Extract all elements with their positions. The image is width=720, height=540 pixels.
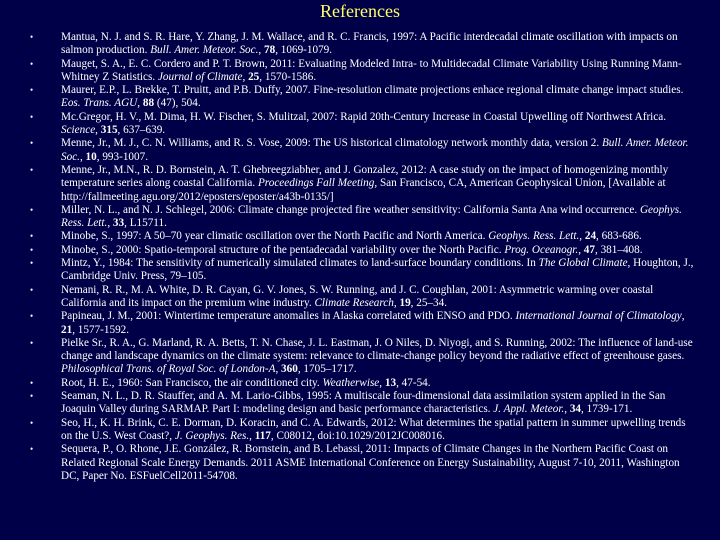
bullet-icon: • (30, 391, 34, 402)
reference-segment: Menne, Jr., M.N., R. D. Bornstein, A. T. Ghebreegziabher, and J. Gonzalez, 2012: A case study on the impact of homogenizing monthly temperature series along coastal California. (61, 163, 669, 190)
reference-text (61, 284, 653, 309)
reference-volume: 34 (569, 403, 582, 416)
reference-item (0, 257, 720, 284)
reference-segment: Root, H. E., 1960: San Francisco, the air conditioned city. (61, 376, 323, 389)
reference-segment: , (578, 243, 584, 256)
reference-segment: Mauget, S. A., E. C. Cordero and P. T. Brown, 2011: Evaluating Modeled Intra- to Multidecadal Climate Variability Using Running Mann-Whitney Z Statistics. (61, 57, 682, 83)
reference-source: Bull. Amer. Meteor. Soc. (61, 137, 689, 163)
reference-segment: Mintz, Y., 1984: The sensitivity of numerically simulated climates to land-surface boundary conditions. In (61, 257, 539, 270)
reference-text (61, 111, 666, 136)
reference-text (61, 84, 683, 109)
reference-item (0, 377, 720, 390)
reference-text (61, 58, 682, 83)
bullet-icon: • (30, 337, 34, 348)
reference-segment: , 25–34. (410, 296, 448, 309)
bullet-icon: • (30, 164, 34, 175)
reference-segment: Miller, N. L., and N. J. Schlegel, 2006: Climate change projected fire weather sensitivity: California Santa Ana wind occurrence. (61, 203, 640, 216)
reference-source: Journal of Climate (157, 70, 243, 83)
bullet-icon: • (30, 258, 34, 269)
reference-item (0, 417, 720, 444)
reference-item (0, 31, 720, 58)
reference-segment: , (275, 363, 282, 376)
reference-item (0, 230, 720, 243)
bullet-icon: • (30, 244, 34, 255)
reference-volume: 315 (100, 124, 118, 137)
reference-segment: Sequera, P., O. Rhone, J.E. González, R. Bornstein, and B. Lebassi, 2011: Impacts of Climate Changes in the Northern Pacific Coast on Related Regional Scale Energy Demands. 2011 ASME International Conference on Energy Sustainability, August 7-10, 2011, Washington DC, Paper No. ESFuelCell2011-54708. (61, 443, 680, 482)
reference-text (61, 443, 680, 482)
slide-title: References (320, 1, 400, 21)
reference-list (0, 31, 720, 483)
reference-source: Geophys. Ress. Lett. (488, 230, 580, 243)
reference-volume: 78 (264, 44, 276, 57)
reference-segment: , 1739-171. (581, 403, 633, 416)
reference-segment: , (249, 429, 255, 442)
bullet-icon: • (30, 32, 34, 42)
reference-text (61, 137, 688, 162)
reference-volume: 24 (584, 230, 597, 243)
reference-source: Science (61, 124, 96, 137)
reference-segment: Nemani, R. R., M. A. White, D. R. Cayan, G. V. Jones, S. W. Running, and J. C. Coughlan, 2001: Asymmetric warming over coastal California and its impact on the premium wine industry. (61, 283, 654, 309)
reference-item (0, 58, 720, 85)
reference-segment: , (258, 44, 265, 57)
reference-item (0, 284, 720, 311)
reference-text (61, 390, 665, 415)
reference-text (61, 257, 693, 282)
reference-text (61, 244, 643, 256)
reference-segment: , (79, 150, 86, 163)
reference-segment: , (95, 124, 101, 137)
bullet-icon: • (30, 204, 34, 215)
reference-item (0, 244, 720, 257)
reference-text (61, 310, 685, 335)
reference-text (61, 31, 678, 56)
reference-segment: Papineau, J. M., 2001: Wintertime temperature anomalies in Alaska correlated with ENSO and PDO. (61, 310, 516, 323)
reference-segment: Mantua, N. J. and S. R. Hare, Y. Zhang, J. M. Wallace, and R. C. Francis, 1997: A Pacific interdecadal climate oscillation with impacts on salmon production. (61, 31, 678, 57)
reference-segment: Seo, H., K. H. Brink, C. E. Dorman, D. Koracin, and C. A. Edwards, 2012: What determines the spatial pattern in summer upwelling trends on the U.S. West Coast?, (61, 416, 686, 442)
reference-segment: , San Francisco, CA, American Geophysical Union, [Available at http://fallmeeting.agu.org/2012/eposters/eposter/a43b-0135/] (61, 177, 666, 203)
reference-segment: , (393, 296, 400, 309)
reference-source: Weatherwise (322, 376, 380, 389)
reference-item (0, 443, 720, 483)
bullet-icon: • (30, 111, 34, 122)
reference-text (61, 337, 693, 376)
bullet-icon: • (30, 85, 34, 96)
reference-segment: Minobe, S., 2000: Spatio-temporal structure of the pentadecadal variability over the North Pacific. (61, 243, 505, 256)
bullet-icon: • (30, 311, 34, 322)
reference-text (61, 377, 431, 389)
reference-item (0, 111, 720, 138)
reference-item (0, 390, 720, 417)
reference-volume: 88 (142, 97, 155, 110)
reference-text (61, 230, 642, 242)
reference-segment: , 1705–1717. (297, 363, 357, 376)
reference-segment: , 637–639. (117, 124, 166, 137)
reference-segment: , 47-54. (396, 376, 431, 389)
reference-source: J. Appl. Meteor. (493, 403, 565, 416)
bullet-icon: • (30, 58, 34, 69)
reference-segment: , (564, 403, 570, 416)
reference-segment: , 1069-1079. (275, 44, 333, 57)
reference-item (0, 137, 720, 164)
reference-segment: , (137, 97, 143, 110)
reference-volume: 117 (254, 429, 271, 442)
reference-item (0, 204, 720, 231)
reference-item (0, 164, 720, 204)
reference-text (61, 164, 668, 203)
reference-source: Climate Research (314, 296, 394, 309)
reference-segment: Mc.Gregor, H. V., M. Dima, H. W. Fischer, S. Mulitzal, 2007: Rapid 20th-Century Increase in Coastal Upwelling off Northwest Africa. (61, 110, 666, 123)
reference-segment: , (107, 217, 113, 230)
reference-source: The Global Climate, (538, 257, 631, 270)
reference-item (0, 337, 720, 377)
reference-segment: Pielke Sr., R. A., G. Marland, R. A. Betts, T. N. Chase, J. L. Eastman, J. O Niles, D. Niyogi, and S. Running, 2002: The influence of land-use change and landscape dynamics on the climate system: relevance to climate-change policy beyond the radiative effect of greenhouse gases. (61, 336, 693, 363)
reference-segment: , 1570-1586. (259, 70, 317, 83)
reference-segment: , 993-1007. (96, 150, 149, 163)
reference-segment: Seaman, N. L., D. R. Stauffer, and A. M. Lario-Gibbs, 1995: A multiscale four-dimensional data assimilation system applied in the San Joaquin Valley during SARMAP. Part I: modeling design and basic performance characteristics. (61, 390, 666, 416)
reference-source: Eos. Trans. AGU (61, 97, 138, 110)
reference-segment: , (681, 310, 685, 323)
bullet-icon: • (30, 444, 34, 455)
reference-segment: , C08012, doi:10.1029/2012JC008016. (270, 429, 445, 442)
reference-volume: 21 (61, 323, 73, 336)
reference-source: Geophys. Ress. Lett. (61, 203, 682, 230)
reference-segment: Minobe, S., 1997: A 50–70 year climatic oscillation over the North Pacific and North America. (61, 230, 489, 243)
reference-volume: 10 (85, 150, 97, 163)
reference-item (0, 84, 720, 111)
reference-segment: Houghton, J., Cambridge Univ. Press, 79–105. (61, 257, 694, 283)
bullet-icon: • (30, 284, 34, 295)
reference-segment: , 683-686. (596, 230, 642, 243)
reference-segment: , L15711. (124, 217, 167, 230)
reference-item (0, 310, 720, 337)
bullet-icon: • (30, 138, 34, 149)
reference-segment: (47), 504. (154, 97, 201, 110)
reference-segment: , 381–408. (594, 243, 643, 256)
reference-volume: 25 (248, 70, 260, 83)
reference-segment: Maurer, E.P., L. Brekke, T. Pruitt, and P.B. Duffy, 2007. Fine-resolution climate projections enhace regional climate change impact studies. (61, 84, 684, 97)
reference-source: Prog. Oceanogr. (504, 243, 579, 256)
reference-text (61, 204, 682, 229)
bullet-icon: • (30, 231, 34, 242)
reference-source: J. Geophys. Res. (174, 429, 250, 442)
reference-segment: Menne, Jr., M. J., C. N. Williams, and R. S. Vose, 2009: The US historical climatology network monthly data, version 2. (61, 137, 602, 150)
reference-volume: 33 (112, 217, 125, 230)
reference-source: International Journal of Climatology (515, 310, 682, 323)
reference-segment: , 1577-1592. (72, 323, 130, 336)
reference-segment: , (579, 230, 585, 243)
reference-volume: 13 (384, 376, 397, 389)
reference-source: Bull. Amer. Meteor. Soc. (150, 44, 259, 57)
reference-segment: , (379, 376, 385, 389)
reference-volume: 47 (583, 243, 595, 256)
reference-source: Philosophical Trans. of Royal Soc. of London-A (61, 363, 276, 376)
reference-volume: 360 (281, 363, 298, 376)
reference-segment: , (242, 70, 249, 83)
reference-text (61, 417, 686, 442)
bullet-icon: • (30, 417, 34, 428)
bullet-icon: • (30, 377, 34, 388)
reference-volume: 19 (399, 296, 411, 309)
reference-source: Proceedings Fall Meeting (257, 177, 375, 190)
